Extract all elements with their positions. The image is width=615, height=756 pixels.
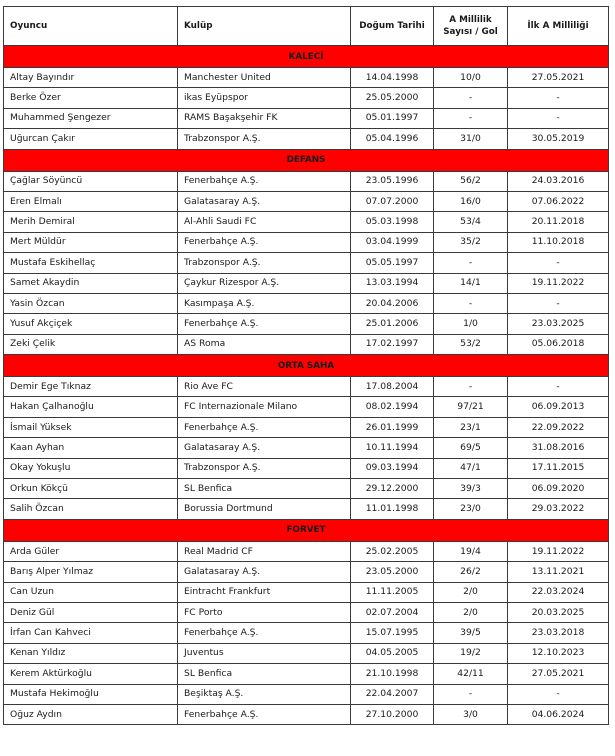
table-row: [4, 704, 609, 724]
caps-goals-cell: 16/0: [434, 191, 508, 211]
squad-list-document: [3, 6, 608, 725]
club-cell: Juventus: [178, 643, 351, 663]
player-name-cell: Berke Özer: [4, 88, 178, 108]
first-cap-cell: 31.08.2016: [508, 438, 609, 458]
birth-date-cell: 23.05.1996: [351, 171, 434, 191]
club-cell: SL Benfica: [178, 664, 351, 684]
player-name-cell: Arda Güler: [4, 541, 178, 561]
first-cap-cell: 04.06.2024: [508, 704, 609, 724]
caps-goals-cell: 2/0: [434, 582, 508, 602]
first-cap-cell: 11.10.2018: [508, 232, 609, 252]
player-name-cell: Deniz Gül: [4, 602, 178, 622]
squad-table: [3, 6, 609, 725]
section-title: DEFANS: [4, 149, 609, 171]
caps-goals-cell: 35/2: [434, 232, 508, 252]
player-name-cell: Mert Müldür: [4, 232, 178, 252]
player-name-cell: Altay Bayındır: [4, 68, 178, 88]
table-row: [4, 171, 609, 191]
club-cell: Fenerbahçe A.Ş.: [178, 623, 351, 643]
player-name-cell: Eren Elmalı: [4, 191, 178, 211]
caps-goals-cell: -: [434, 684, 508, 704]
table-row: [4, 438, 609, 458]
first-cap-cell: 22.03.2024: [508, 582, 609, 602]
table-row: [4, 232, 609, 252]
club-cell: FC Porto: [178, 602, 351, 622]
player-name-cell: Çağlar Söyüncü: [4, 171, 178, 191]
birth-date-cell: 07.07.2000: [351, 191, 434, 211]
table-row: [4, 334, 609, 354]
first-cap-cell: 05.06.2018: [508, 334, 609, 354]
caps-goals-cell: -: [434, 293, 508, 313]
player-name-cell: Oğuz Aydın: [4, 704, 178, 724]
birth-date-cell: 11.11.2005: [351, 582, 434, 602]
birth-date-cell: 25.01.2006: [351, 314, 434, 334]
first-cap-cell: -: [508, 108, 609, 128]
first-cap-cell: 23.03.2025: [508, 314, 609, 334]
table-row: [4, 623, 609, 643]
birth-date-cell: 08.02.1994: [351, 397, 434, 417]
birth-date-cell: 22.04.2007: [351, 684, 434, 704]
table-row: [4, 602, 609, 622]
player-name-cell: Okay Yokuşlu: [4, 458, 178, 478]
birth-date-cell: 05.03.1998: [351, 212, 434, 232]
first-cap-cell: 22.09.2022: [508, 417, 609, 437]
birth-date-cell: 05.01.1997: [351, 108, 434, 128]
table-row: [4, 417, 609, 437]
caps-goals-cell: 69/5: [434, 438, 508, 458]
header-caps-goals: A Millilik Sayısı / Gol: [434, 7, 508, 46]
player-name-cell: Kerem Aktürkoğlu: [4, 664, 178, 684]
caps-goals-cell: 53/4: [434, 212, 508, 232]
first-cap-cell: 13.11.2021: [508, 562, 609, 582]
first-cap-cell: 06.09.2020: [508, 479, 609, 499]
table-row: [4, 314, 609, 334]
player-name-cell: Hakan Çalhanoğlu: [4, 397, 178, 417]
table-row: [4, 499, 609, 519]
club-cell: Borussia Dortmund: [178, 499, 351, 519]
player-name-cell: Can Uzun: [4, 582, 178, 602]
club-cell: RAMS Başakşehir FK: [178, 108, 351, 128]
club-cell: Çaykur Rizespor A.Ş.: [178, 273, 351, 293]
club-cell: Fenerbahçe A.Ş.: [178, 171, 351, 191]
caps-goals-cell: 39/5: [434, 623, 508, 643]
caps-goals-cell: -: [434, 377, 508, 397]
first-cap-cell: -: [508, 293, 609, 313]
club-cell: Galatasaray A.Ş.: [178, 562, 351, 582]
club-cell: Al-Ahli Saudi FC: [178, 212, 351, 232]
section-header-row: [4, 355, 609, 377]
section-header-row: [4, 519, 609, 541]
table-row: [4, 253, 609, 273]
birth-date-cell: 25.05.2000: [351, 88, 434, 108]
table-row: [4, 664, 609, 684]
player-name-cell: İsmail Yüksek: [4, 417, 178, 437]
birth-date-cell: 02.07.2004: [351, 602, 434, 622]
caps-goals-cell: 26/2: [434, 562, 508, 582]
club-cell: Fenerbahçe A.Ş.: [178, 232, 351, 252]
birth-date-cell: 25.02.2005: [351, 541, 434, 561]
birth-date-cell: 23.05.2000: [351, 562, 434, 582]
player-name-cell: Muhammed Şengezer: [4, 108, 178, 128]
table-row: [4, 541, 609, 561]
caps-goals-cell: 23/1: [434, 417, 508, 437]
club-cell: Manchester United: [178, 68, 351, 88]
club-cell: Galatasaray A.Ş.: [178, 191, 351, 211]
first-cap-cell: 19.11.2022: [508, 273, 609, 293]
caps-goals-cell: 31/0: [434, 129, 508, 149]
table-row: [4, 108, 609, 128]
header-club: Kulüp: [178, 7, 351, 46]
player-name-cell: Salih Özcan: [4, 499, 178, 519]
caps-goals-cell: 23/0: [434, 499, 508, 519]
birth-date-cell: 05.04.1996: [351, 129, 434, 149]
first-cap-cell: -: [508, 253, 609, 273]
table-row: [4, 377, 609, 397]
first-cap-cell: 27.05.2021: [508, 68, 609, 88]
table-row: [4, 212, 609, 232]
first-cap-cell: 24.03.2016: [508, 171, 609, 191]
first-cap-cell: -: [508, 88, 609, 108]
caps-goals-cell: 56/2: [434, 171, 508, 191]
club-cell: Galatasaray A.Ş.: [178, 438, 351, 458]
birth-date-cell: 10.11.1994: [351, 438, 434, 458]
table-row: [4, 479, 609, 499]
caps-goals-cell: -: [434, 108, 508, 128]
birth-date-cell: 17.02.1997: [351, 334, 434, 354]
birth-date-cell: 03.04.1999: [351, 232, 434, 252]
first-cap-cell: 07.06.2022: [508, 191, 609, 211]
first-cap-cell: 06.09.2013: [508, 397, 609, 417]
first-cap-cell: -: [508, 377, 609, 397]
player-name-cell: Uğurcan Çakır: [4, 129, 178, 149]
section-header-row: [4, 46, 609, 68]
club-cell: Real Madrid CF: [178, 541, 351, 561]
player-name-cell: Orkun Kökçü: [4, 479, 178, 499]
caps-goals-cell: 2/0: [434, 602, 508, 622]
caps-goals-cell: 3/0: [434, 704, 508, 724]
birth-date-cell: 29.12.2000: [351, 479, 434, 499]
table-row: [4, 397, 609, 417]
birth-date-cell: 09.03.1994: [351, 458, 434, 478]
birth-date-cell: 11.01.1998: [351, 499, 434, 519]
table-row: [4, 129, 609, 149]
club-cell: Trabzonspor A.Ş.: [178, 253, 351, 273]
player-name-cell: Mustafa Eskihellaç: [4, 253, 178, 273]
caps-goals-cell: 42/11: [434, 664, 508, 684]
first-cap-cell: -: [508, 684, 609, 704]
caps-goals-cell: 14/1: [434, 273, 508, 293]
club-cell: Beşiktaş A.Ş.: [178, 684, 351, 704]
first-cap-cell: 12.10.2023: [508, 643, 609, 663]
caps-goals-cell: 47/1: [434, 458, 508, 478]
table-row: [4, 582, 609, 602]
section-title: KALECİ: [4, 46, 609, 68]
club-cell: Kasımpaşa A.Ş.: [178, 293, 351, 313]
club-cell: AS Roma: [178, 334, 351, 354]
birth-date-cell: 20.04.2006: [351, 293, 434, 313]
caps-goals-cell: 10/0: [434, 68, 508, 88]
section-title: FORVET: [4, 519, 609, 541]
table-row: [4, 643, 609, 663]
player-name-cell: Yasin Özcan: [4, 293, 178, 313]
table-row: [4, 273, 609, 293]
player-name-cell: Kaan Ayhan: [4, 438, 178, 458]
club-cell: Fenerbahçe A.Ş.: [178, 704, 351, 724]
birth-date-cell: 14.04.1998: [351, 68, 434, 88]
player-name-cell: İrfan Can Kahveci: [4, 623, 178, 643]
club-cell: Fenerbahçe A.Ş.: [178, 417, 351, 437]
birth-date-cell: 17.08.2004: [351, 377, 434, 397]
first-cap-cell: 19.11.2022: [508, 541, 609, 561]
club-cell: Trabzonspor A.Ş.: [178, 458, 351, 478]
player-name-cell: Demir Ege Tıknaz: [4, 377, 178, 397]
birth-date-cell: 21.10.1998: [351, 664, 434, 684]
header-row: [4, 7, 609, 46]
caps-goals-cell: 53/2: [434, 334, 508, 354]
caps-goals-cell: 19/2: [434, 643, 508, 663]
player-name-cell: Yusuf Akçiçek: [4, 314, 178, 334]
first-cap-cell: 17.11.2015: [508, 458, 609, 478]
club-cell: ikas Eyüpspor: [178, 88, 351, 108]
first-cap-cell: 27.05.2021: [508, 664, 609, 684]
table-row: [4, 684, 609, 704]
birth-date-cell: 05.05.1997: [351, 253, 434, 273]
birth-date-cell: 04.05.2005: [351, 643, 434, 663]
caps-goals-cell: 19/4: [434, 541, 508, 561]
player-name-cell: Merih Demiral: [4, 212, 178, 232]
club-cell: Trabzonspor A.Ş.: [178, 129, 351, 149]
table-body: [4, 46, 609, 725]
birth-date-cell: 13.03.1994: [351, 273, 434, 293]
caps-goals-cell: 39/3: [434, 479, 508, 499]
birth-date-cell: 27.10.2000: [351, 704, 434, 724]
birth-date-cell: 15.07.1995: [351, 623, 434, 643]
club-cell: FC Internazionale Milano: [178, 397, 351, 417]
first-cap-cell: 29.03.2022: [508, 499, 609, 519]
player-name-cell: Barış Alper Yılmaz: [4, 562, 178, 582]
club-cell: SL Benfica: [178, 479, 351, 499]
birth-date-cell: 26.01.1999: [351, 417, 434, 437]
club-cell: Rio Ave FC: [178, 377, 351, 397]
caps-goals-cell: -: [434, 253, 508, 273]
player-name-cell: Kenan Yıldız: [4, 643, 178, 663]
club-cell: Fenerbahçe A.Ş.: [178, 314, 351, 334]
table-row: [4, 191, 609, 211]
first-cap-cell: 20.03.2025: [508, 602, 609, 622]
first-cap-cell: 20.11.2018: [508, 212, 609, 232]
table-row: [4, 88, 609, 108]
section-title: ORTA SAHA: [4, 355, 609, 377]
first-cap-cell: 23.03.2018: [508, 623, 609, 643]
table-row: [4, 68, 609, 88]
header-first-cap: İlk A Milliliği: [508, 7, 609, 46]
player-name-cell: Zeki Çelik: [4, 334, 178, 354]
caps-goals-cell: -: [434, 88, 508, 108]
table-row: [4, 562, 609, 582]
club-cell: Eintracht Frankfurt: [178, 582, 351, 602]
section-header-row: [4, 149, 609, 171]
player-name-cell: Samet Akaydin: [4, 273, 178, 293]
table-row: [4, 293, 609, 313]
caps-goals-cell: 97/21: [434, 397, 508, 417]
table-row: [4, 458, 609, 478]
caps-goals-cell: 1/0: [434, 314, 508, 334]
player-name-cell: Mustafa Hekimoğlu: [4, 684, 178, 704]
header-birth-date: Doğum Tarihi: [351, 7, 434, 46]
header-player: Oyuncu: [4, 7, 178, 46]
first-cap-cell: 30.05.2019: [508, 129, 609, 149]
